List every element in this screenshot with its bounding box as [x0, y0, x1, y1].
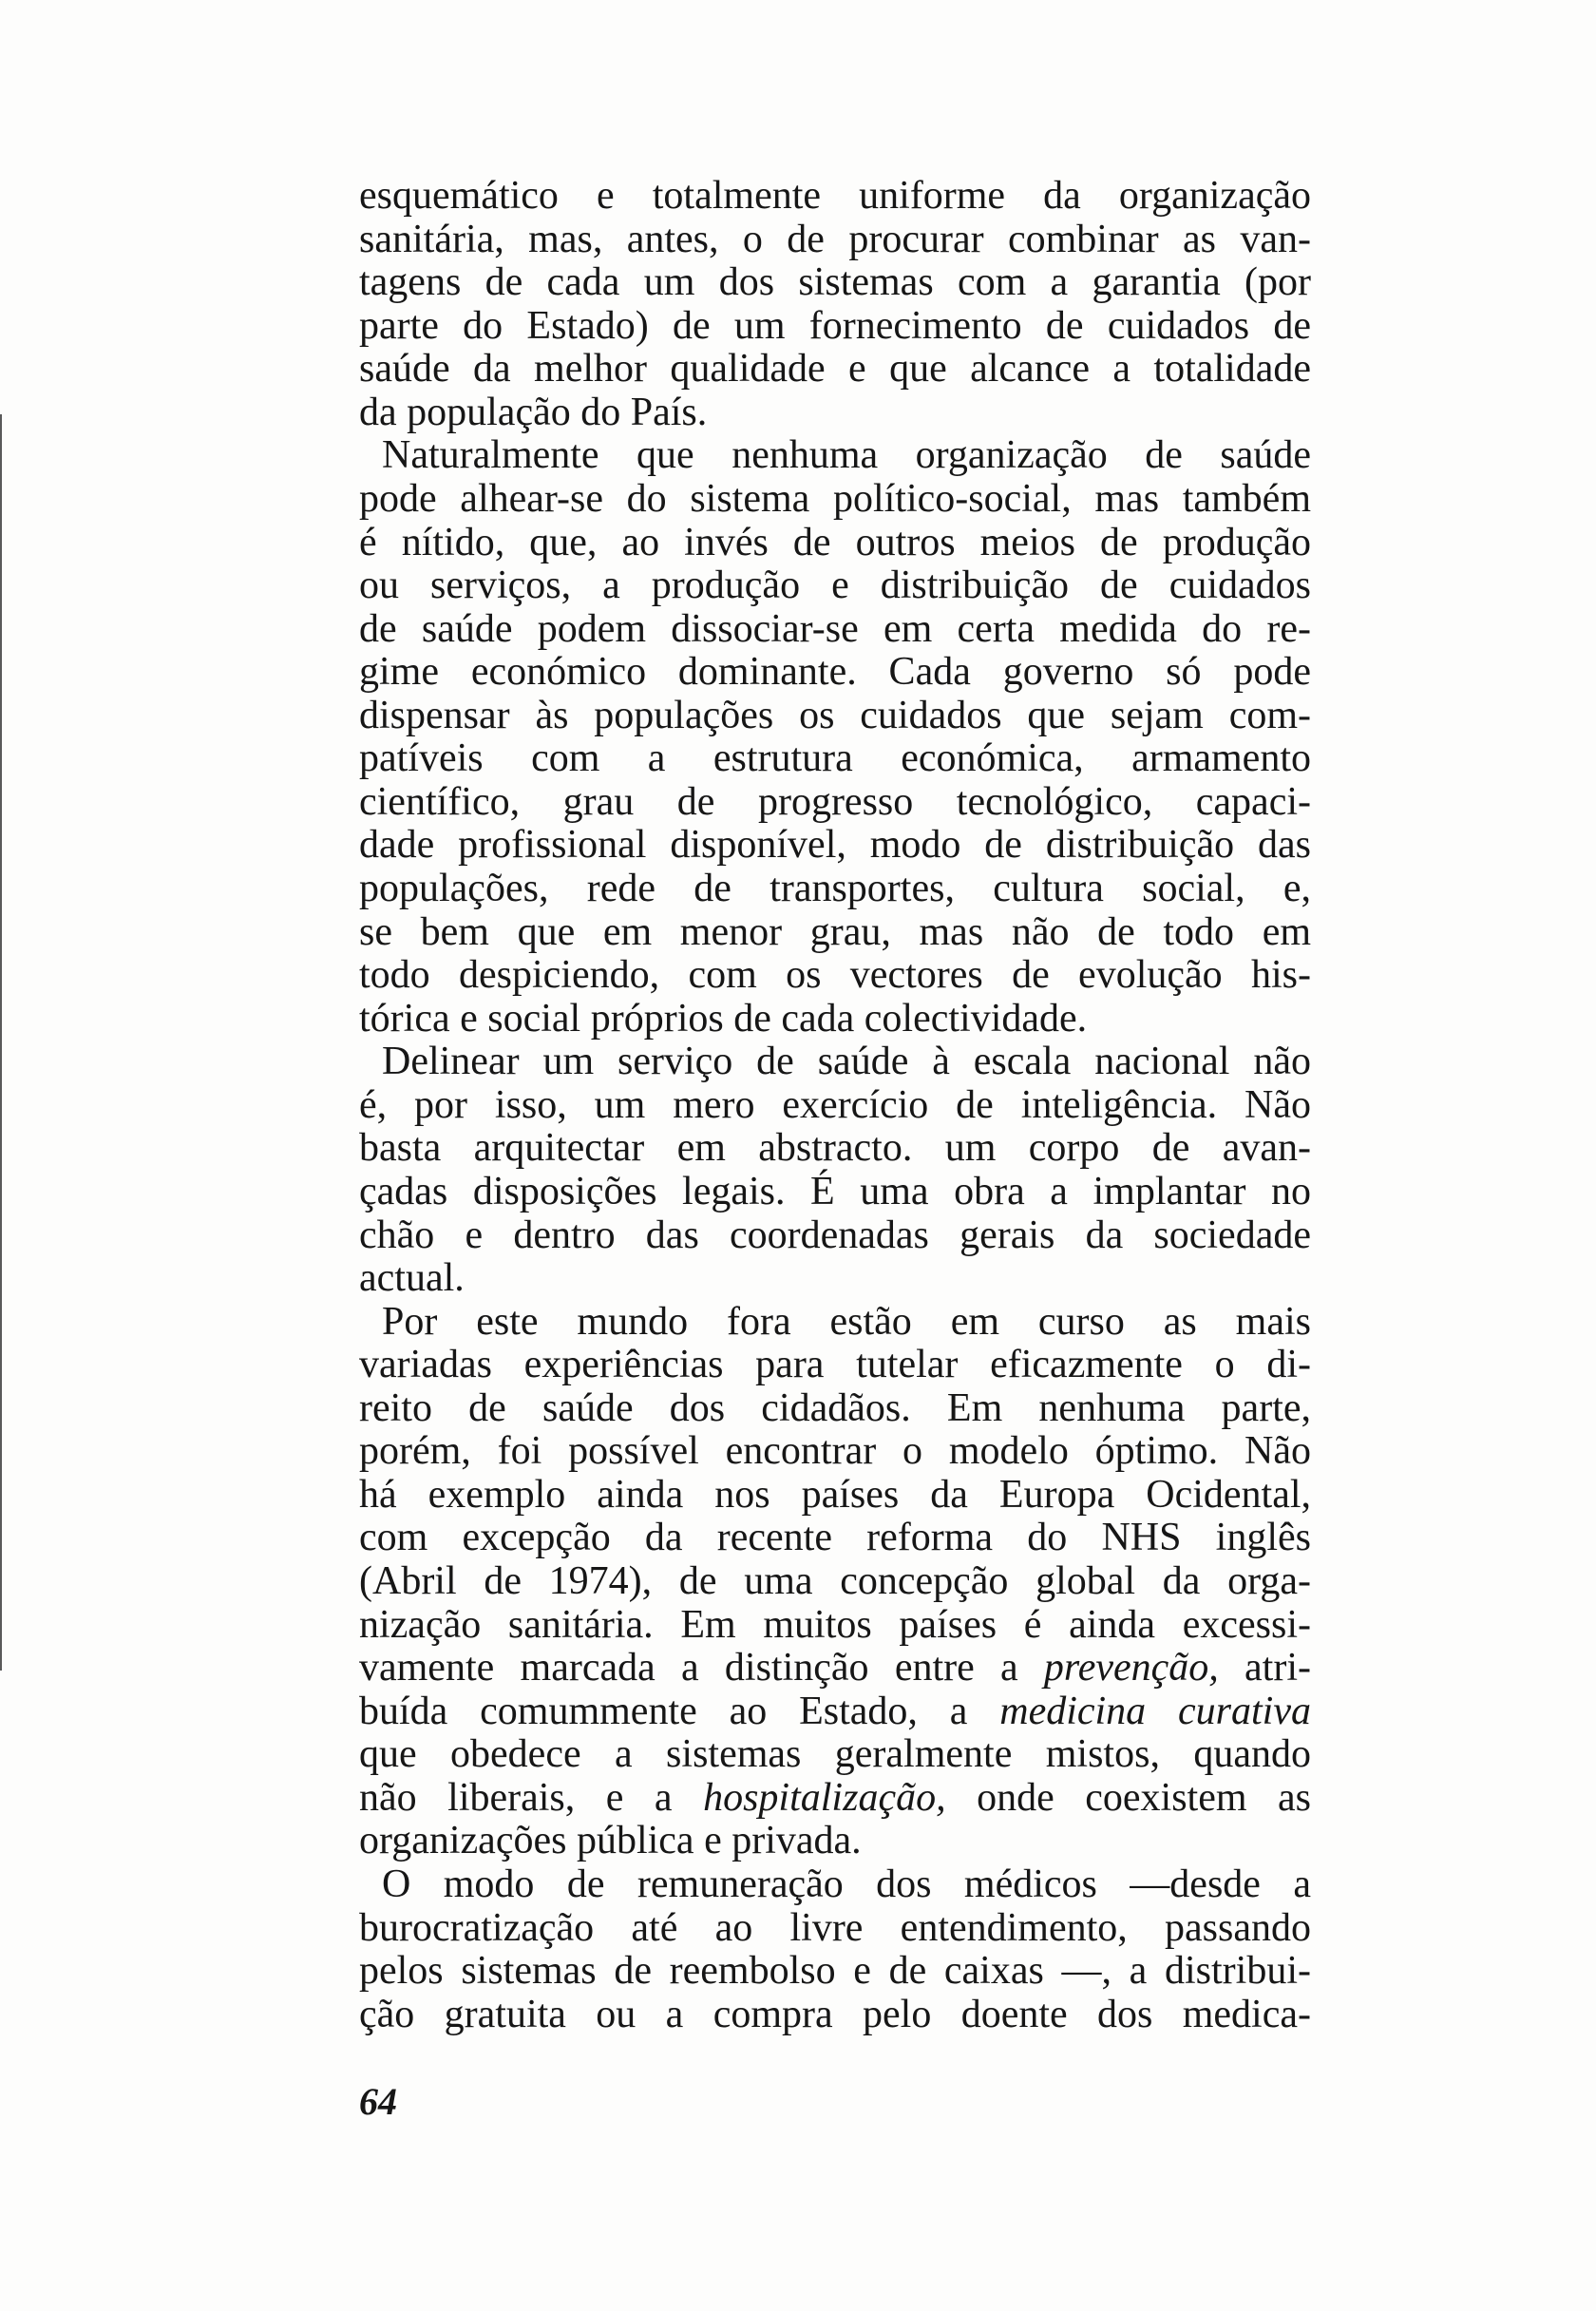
paragraph [359, 1863, 1311, 2036]
paragraph [359, 175, 1311, 434]
text-line: gime económico dominante. Cada governo só pode [359, 650, 1311, 695]
text-line: porém, foi possível encontrar o modelo óptimo. Não [359, 1429, 1311, 1474]
text-line: (Abril de 1974), de uma concepção global da orga- [359, 1559, 1311, 1603]
text-run: não liberais, e a [359, 1775, 704, 1820]
text-line: sanitária, mas, antes, o de procurar combinar as van- [359, 217, 1311, 261]
text-line: dispensar às populações os cuidados que sejam com- [359, 693, 1311, 737]
text-line: que obedece a sistemas geralmente mistos, quando [359, 1732, 1311, 1777]
text-line: O modo de remuneração dos médicos —desde a [382, 1862, 1311, 1906]
text-run: onde coexistem as [945, 1775, 1312, 1820]
text-line: é nítido, que, ao invés de outros meios de produção [359, 520, 1311, 564]
text-run: vamente marcada a distinção entre a [359, 1646, 1044, 1690]
text-run: atri- [1218, 1646, 1311, 1690]
text-line: esquemático e totalmente uniforme da organização [359, 174, 1311, 218]
text-line: todo despiciendo, com os vectores de evolução his- [359, 953, 1311, 998]
text-line: ção gratuita ou a compra pelo doente dos medica- [359, 1992, 1311, 2036]
italic-term: medicina curativa [999, 1689, 1311, 1733]
text-line: é, por isso, um mero exercício de inteligência. Não [359, 1082, 1311, 1127]
text-line: organizações pública e privada. [359, 1819, 862, 1863]
text-line: variadas experiências para tutelar eficazmente o di- [359, 1343, 1311, 1387]
text-line [359, 1777, 1311, 1821]
text-line: nização sanitária. Em muitos países é ainda excessi- [359, 1602, 1311, 1647]
text-line: há exemplo ainda nos países da Europa Ocidental, [359, 1472, 1311, 1517]
text-line: burocratização até ao livre entendimento, passando [359, 1905, 1311, 1950]
text-line [359, 1690, 1311, 1734]
paragraph [359, 1041, 1311, 1300]
text-line: dade profissional disponível, modo de distribuição das [359, 823, 1311, 868]
text-line: com excepção da recente reforma do NHS inglês [359, 1516, 1311, 1560]
text-line: pelos sistemas de reembolso e de caixas —, a distribui- [359, 1949, 1311, 1994]
italic-term: hospitalização, [703, 1775, 946, 1820]
text-line: populações, rede de transportes, cultura social, e, [359, 867, 1311, 910]
text-line: reito de saúde dos cidadãos. Em nenhuma parte, [359, 1385, 1311, 1430]
text-line: de saúde podem dissociar-se em certa medida do re- [359, 606, 1311, 651]
text-line: ou serviços, a produção e distribuição de cuidados [359, 563, 1311, 608]
text-line: chão e dentro das coordenadas gerais da sociedade [359, 1213, 1311, 1257]
paragraph [359, 434, 1311, 1041]
text-line: se bem que em menor grau, mas não de todo em [359, 909, 1311, 954]
text-line: Delinear um serviço de saúde à escala nacional não [382, 1040, 1311, 1084]
text-line: basta arquitectar em abstracto. um corpo de avan- [359, 1126, 1311, 1171]
text-line: tagens de cada um dos sistemas com a garantia (por [359, 260, 1311, 305]
body-text [359, 175, 1311, 2036]
text-line: científico, grau de progresso tecnológico, capaci- [359, 779, 1311, 824]
text-line: tórica e social próprios de cada colectividade. [359, 996, 1088, 1041]
text-run: buída comummente ao Estado, a [359, 1689, 1000, 1733]
text-line: pode alhear-se do sistema político-social, mas também [359, 476, 1311, 521]
text-line [359, 1647, 1311, 1690]
italic-term: prevenção, [1043, 1646, 1219, 1690]
text-line: actual. [359, 1256, 465, 1301]
text-line: Por este mundo fora estão em curso as mais [382, 1299, 1311, 1344]
text-line: da população do País. [359, 390, 708, 434]
text-line: çadas disposições legais. É uma obra a implantar no [359, 1169, 1311, 1213]
text-line: saúde da melhor qualidade e que alcance a totalidade [359, 347, 1311, 392]
paragraph [359, 1301, 1311, 1863]
text-line: patíveis com a estrutura económica, armamento [359, 736, 1311, 781]
scan-edge-line [0, 414, 2, 1671]
text-line: Naturalmente que nenhuma organização de saúde [382, 433, 1311, 478]
page-number: 64 [359, 2080, 397, 2123]
text-line: parte do Estado) de um fornecimento de cuidados de [359, 303, 1311, 348]
